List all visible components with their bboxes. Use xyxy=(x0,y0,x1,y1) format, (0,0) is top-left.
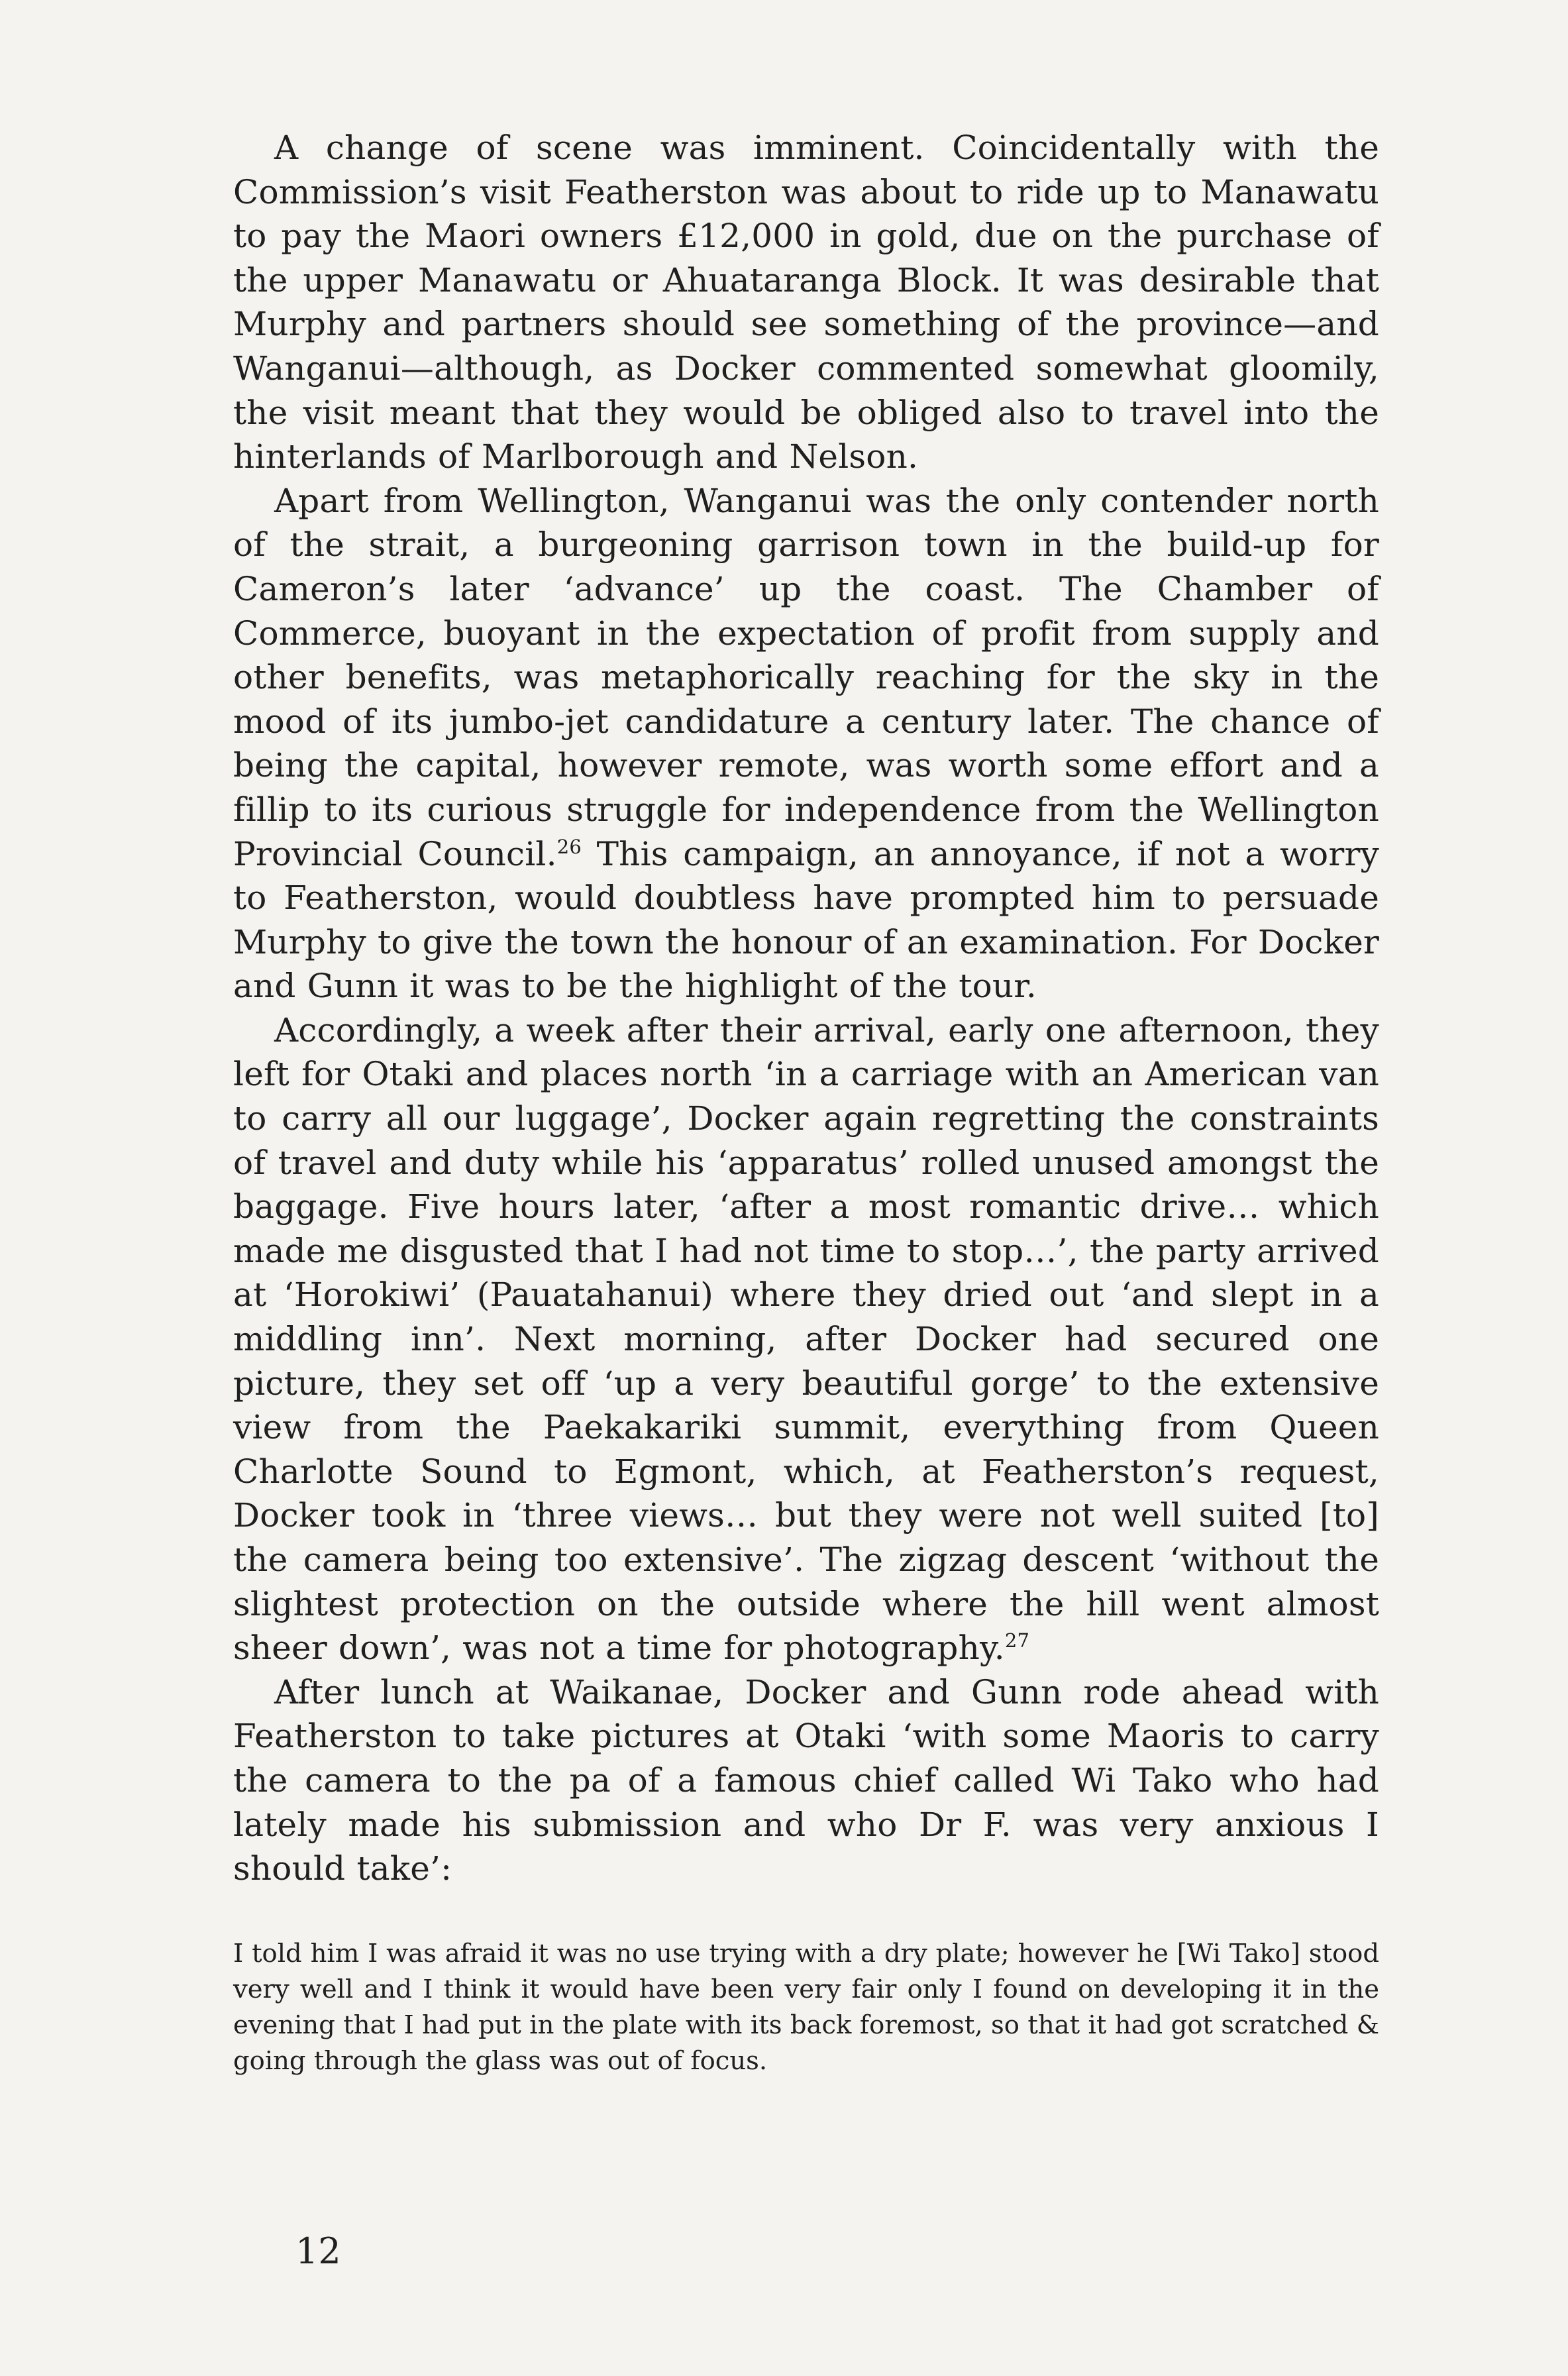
page-body xyxy=(233,126,1379,2079)
paragraph-3-text-a: Accordingly, a week after their arrival, early one afternoon, they left for Otaki and places north ‘in a carriage with an American van to carry all our luggage’, Docker again regretting the constraints of travel and duty while his ‘apparatus’ rolled unused amongst the baggage. Five hours later, ‘after a most romantic drive… which made me disgusted that I had not time to stop…’, the party arrived at ‘Horokiwi’ (Pauatahanui) where they dried out ‘and slept in a middling inn’. Next morning, after Docker had secured one picture, they set off ‘up a very beautiful gorge’ to the extensive view from the Paekakariki summit, everything from Queen Charlotte Sound to Egmont, which, at Featherston’s request, Docker took in ‘three views… but they were not well suited [to] the camera being too extensive’. The zigzag descent ‘without the slightest protection on the outside where the hill went almost sheer down’, was not a time for photography. xyxy=(233,1010,1379,1668)
footnote-ref-26: 26 xyxy=(556,835,582,858)
body-paragraph-1: A change of scene was imminent. Coincidentally with the Commission’s visit Featherston was about to ride up to Manawatu to pay the Maori owners £12,000 in gold, due on the purchase of the upper Manawatu or Ahuataranga Block. It was desirable that Murphy and partners should see something of the province—and Wanganui—although, as Docker commented somewhat gloomily, the visit meant that they would be obliged also to travel into the hinterlands of Marlborough and Nelson. xyxy=(233,129,1379,476)
footnote-ref-27: 27 xyxy=(1004,1629,1030,1652)
body-paragraph-4: After lunch at Waikanae, Docker and Gunn rode ahead with Featherston to take pictures at Otaki ‘with some Maoris to carry the camera to the pa of a famous chief called Wi Tako who had lately made his submission and who Dr F. was very anxious I should take’: xyxy=(233,1672,1379,1888)
paragraph-2-text-b: This campaign, an annoyance, if not a worry to Featherston, would doubtless have prompted him to persuade Murphy to give the town the honour of an examination. For Docker and Gunn it was to be the highlight of the tour. xyxy=(233,834,1380,1006)
paragraph-2-text-a: Apart from Wellington, Wanganui was the only contender north of the strait, a burgeoning garrison town in the build-up for Cameron’s later ‘advance’ up the coast. The Chamber of Commerce, buoyant in the expectation of profit from supply and other benefits, was metaphorically reaching for the sky in the mood of its jumbo-jet candidature a century later. The chance of being the capital, however remote, was worth some effort and a fillip to its curious struggle for independence from the Wellington Provincial Council. xyxy=(233,481,1379,873)
body-paragraph-3 xyxy=(233,1008,1379,1670)
page-number: 12 xyxy=(295,2230,341,2272)
block-quote: I told him I was afraid it was no use trying with a dry plate; however he [Wi Tako] stood very well and I think it would have been very fair only I found on developing it in the evening that I had put in the plate with its back foremost, so that it had got scratched & going through the glass was out of focus. xyxy=(233,1938,1379,2076)
body-paragraph-2 xyxy=(233,479,1379,1008)
